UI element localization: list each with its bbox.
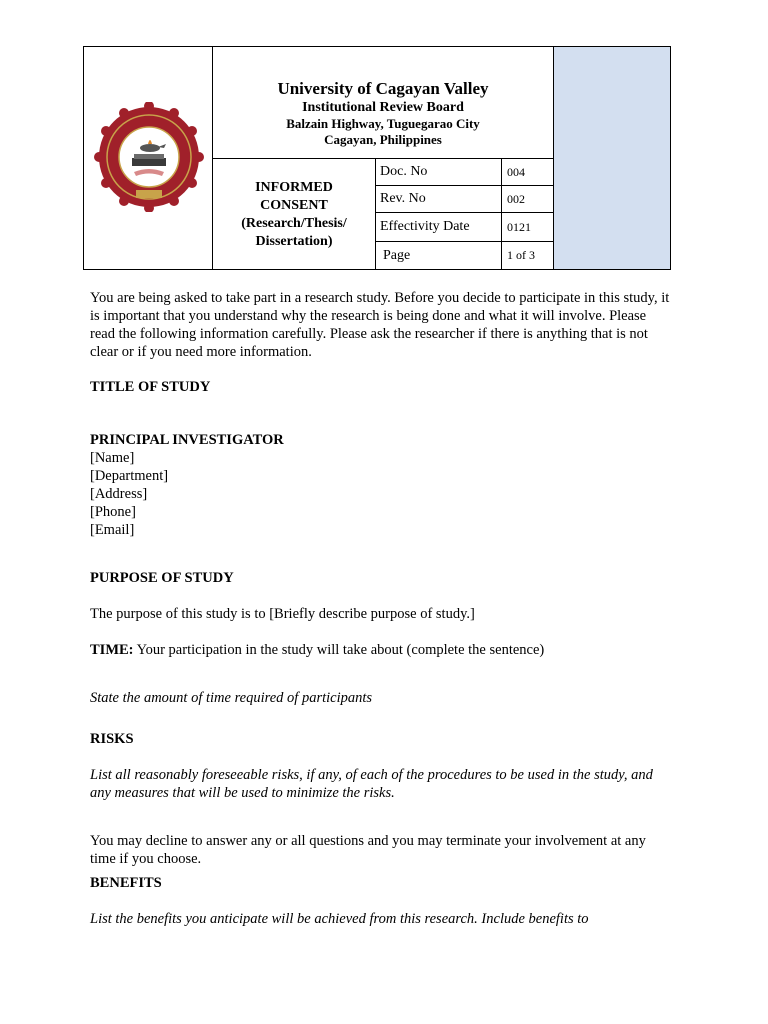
blank-shaded-cell: [553, 47, 670, 269]
pi-email-field: [Email]: [90, 522, 135, 538]
meta-label: Page: [376, 242, 502, 269]
university-seal-icon: [92, 102, 206, 212]
meta-label: Rev. No: [376, 186, 502, 212]
review-board-name: Institutional Review Board: [302, 100, 464, 115]
meta-value: 1 of 3: [507, 248, 535, 262]
consent-line-3: (Research/Thesis/: [241, 216, 347, 231]
consent-line-4: Dissertation): [255, 234, 333, 249]
risks-note: List all reasonably foreseeable risks, if any, of each of the procedures to be used in the study, and any measures that will be used to minimize the risks.: [90, 767, 653, 801]
meta-value: 002: [507, 191, 525, 206]
intro-paragraph: You are being asked to take part in a research study. Before you decide to participate in this study, it is important that you understand why the research is being done and what it will involve. Please read the following information carefully. Please ask the researcher if there is anything that is not clear or if you need more information.: [90, 290, 670, 360]
purpose-heading: PURPOSE OF STUDY: [90, 570, 234, 586]
document-meta-grid: [376, 159, 553, 269]
document-type-cell: [213, 159, 376, 269]
meta-row-page: [376, 242, 553, 269]
document-header-table: [83, 46, 671, 270]
benefits-heading: BENEFITS: [90, 875, 162, 891]
decline-paragraph: You may decline to answer any or all questions and you may terminate your involvement at any time if you choose.: [90, 833, 646, 867]
address-line-2: Cagayan, Philippines: [324, 132, 442, 147]
consent-line-2: CONSENT: [260, 198, 328, 213]
meta-value: 004: [507, 164, 525, 179]
benefits-note: List the benefits you anticipate will be achieved from this research. Include benefits to: [90, 911, 589, 927]
meta-row-effectivity-date: [376, 213, 553, 242]
time-text: Your participation in the study will take about (complete the sentence): [133, 642, 545, 658]
title-of-study-heading: TITLE OF STUDY: [90, 379, 211, 395]
logo-cell: [84, 47, 213, 269]
university-info: [213, 47, 553, 159]
meta-label: Effectivity Date: [376, 213, 502, 241]
consent-body: [90, 289, 672, 928]
pi-name-field: [Name]: [90, 450, 135, 466]
meta-value: 0121: [507, 219, 531, 234]
pi-department-field: [Department]: [90, 468, 169, 484]
purpose-text: The purpose of this study is to [Briefly describe purpose of study.]: [90, 606, 475, 622]
principal-investigator-heading: PRINCIPAL INVESTIGATOR: [90, 432, 284, 448]
consent-line-1: INFORMED: [255, 180, 333, 195]
pi-address-field: [Address]: [90, 486, 148, 502]
address-line-1: Balzain Highway, Tuguegarao City: [286, 116, 480, 131]
meta-row-doc-no: [376, 159, 553, 186]
meta-row-rev-no: [376, 186, 553, 213]
time-note: State the amount of time required of participants: [90, 690, 373, 706]
time-label: TIME:: [90, 642, 134, 658]
meta-label: Doc. No: [376, 159, 502, 185]
risks-heading: RISKS: [90, 731, 134, 747]
pi-phone-field: [Phone]: [90, 504, 136, 520]
time-paragraph: [90, 641, 672, 659]
university-name: University of Cagayan Valley: [277, 79, 489, 98]
